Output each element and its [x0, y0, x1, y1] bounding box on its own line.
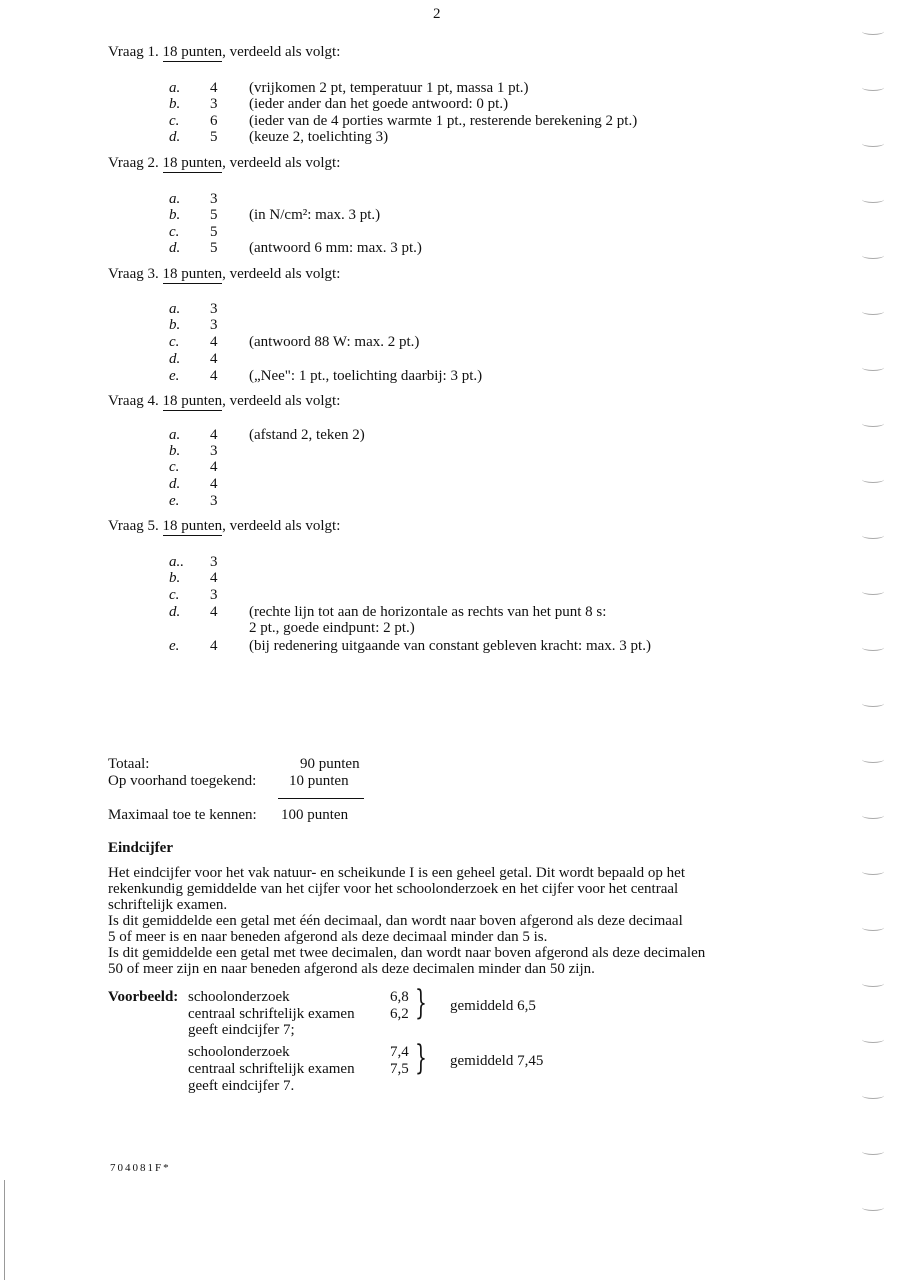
item-label: b. — [169, 317, 181, 333]
question-4-heading — [108, 393, 340, 409]
item-label: c. — [169, 459, 180, 475]
paragraph-line: 5 of meer is en naar beneden afgerond als deze decimaal minder dan 5 is. — [108, 929, 548, 945]
item-label: e. — [169, 493, 180, 509]
given-value: 10 punten — [289, 773, 349, 789]
margin-mark — [862, 420, 884, 427]
paragraph-line: Is dit gemiddelde een getal met één decimaal, dan wordt naar boven afgerond als deze decimaal — [108, 913, 683, 929]
margin-mark — [862, 644, 884, 651]
example-1-school: schoolonderzoek — [188, 989, 290, 1005]
margin-mark — [862, 980, 884, 987]
item-note: (antwoord 6 mm: max. 3 pt.) — [249, 240, 422, 256]
item-points: 3 — [210, 443, 218, 459]
margin-mark — [862, 28, 884, 35]
margin-mark — [862, 140, 884, 147]
margin-mark — [862, 196, 884, 203]
example-2-central: centraal schriftelijk examen — [188, 1061, 355, 1077]
page-number: 2 — [433, 6, 441, 22]
sum-rule — [278, 798, 364, 799]
margin-mark — [862, 756, 884, 763]
item-points: 3 — [210, 587, 218, 603]
example-2-school-value: 7,4 — [390, 1044, 409, 1060]
max-value: 100 punten — [281, 807, 349, 823]
item-points: 5 — [210, 224, 218, 240]
total-label: Totaal: — [108, 756, 150, 772]
item-label: b. — [169, 207, 181, 223]
item-points: 3 — [210, 301, 218, 317]
item-label: a. — [169, 427, 181, 443]
item-note: (ieder ander dan het goede antwoord: 0 pt.) — [249, 96, 509, 112]
item-label: e. — [169, 638, 180, 654]
question-title: Vraag 1. — [108, 44, 159, 60]
question-rest: , verdeeld als volgt: — [222, 266, 341, 282]
item-points: 3 — [210, 554, 218, 570]
item-points: 3 — [210, 96, 218, 112]
document-code: 704081F* — [110, 1162, 171, 1174]
item-points: 4 — [210, 351, 218, 367]
margin-mark — [862, 364, 884, 371]
paragraph-line: rekenkundig gemiddelde van het cijfer voor het schoolonderzoek en het cijfer voor het centraal — [108, 881, 679, 897]
item-label: d. — [169, 351, 181, 367]
item-points: 4 — [210, 459, 218, 475]
example-2-brace: } — [415, 1038, 427, 1078]
question-5-heading — [108, 518, 340, 534]
question-points: 18 punten — [162, 266, 223, 282]
item-note: (antwoord 88 W: max. 2 pt.) — [249, 334, 420, 350]
item-points: 3 — [210, 317, 218, 333]
item-note: (vrijkomen 2 pt, temperatuur 1 pt, massa 1 pt.) — [249, 80, 529, 96]
question-rest: , verdeeld als volgt: — [222, 155, 341, 171]
item-label: b. — [169, 96, 181, 112]
example-2-average: gemiddeld 7,45 — [450, 1053, 544, 1069]
item-label: b. — [169, 443, 181, 459]
margin-mark — [862, 588, 884, 595]
margin-mark — [862, 308, 884, 315]
voorbeeld-label: Voorbeeld: — [108, 989, 179, 1005]
item-label: a. — [169, 301, 181, 317]
question-1-heading — [108, 44, 340, 60]
binding-edge-line — [4, 1180, 5, 1280]
margin-mark — [862, 84, 884, 91]
margin-mark — [862, 1204, 884, 1211]
item-label: c. — [169, 113, 180, 129]
example-1-school-value: 6,8 — [390, 989, 409, 1005]
item-label: a.. — [169, 554, 184, 570]
item-points: 4 — [210, 604, 218, 620]
item-note: (rechte lijn tot aan de horizontale as rechts van het punt 8 s: — [249, 604, 607, 620]
margin-mark — [862, 700, 884, 707]
question-points: 18 punten — [162, 393, 223, 409]
margin-mark — [862, 1092, 884, 1099]
item-label: d. — [169, 240, 181, 256]
item-label: a. — [169, 191, 181, 207]
example-2-central-value: 7,5 — [390, 1061, 409, 1077]
item-points: 4 — [210, 570, 218, 586]
example-2-result: geeft eindcijfer 7. — [188, 1078, 295, 1094]
question-title: Vraag 3. — [108, 266, 159, 282]
item-label: d. — [169, 129, 181, 145]
question-title: Vraag 2. — [108, 155, 159, 171]
item-label: d. — [169, 476, 181, 492]
item-note: (ieder van de 4 porties warmte 1 pt., resterende berekening 2 pt.) — [249, 113, 638, 129]
example-2-school: schoolonderzoek — [188, 1044, 290, 1060]
item-points: 6 — [210, 113, 218, 129]
item-points: 3 — [210, 493, 218, 509]
paragraph-line: 50 of meer zijn en naar beneden afgerond als deze decimalen minder dan 50 zijn. — [108, 961, 595, 977]
total-value: 90 punten — [300, 756, 360, 772]
item-points: 4 — [210, 334, 218, 350]
item-points: 4 — [210, 476, 218, 492]
item-note: (bij redenering uitgaande van constant gebleven kracht: max. 3 pt.) — [249, 638, 651, 654]
margin-mark — [862, 1036, 884, 1043]
paragraph-line: Is dit gemiddelde een getal met twee decimalen, dan wordt naar boven afgerond als deze decimalen — [108, 945, 706, 961]
item-note: 2 pt., goede eindpunt: 2 pt.) — [249, 620, 415, 636]
item-label: c. — [169, 587, 180, 603]
question-points: 18 punten — [162, 155, 223, 171]
item-label: b. — [169, 570, 181, 586]
example-1-result: geeft eindcijfer 7; — [188, 1022, 295, 1038]
question-points: 18 punten — [162, 518, 223, 534]
example-1-average: gemiddeld 6,5 — [450, 998, 536, 1014]
question-rest: , verdeeld als volgt: — [222, 393, 341, 409]
paragraph-line: schriftelijk examen. — [108, 897, 228, 913]
eindcijfer-heading: Eindcijfer — [108, 840, 173, 856]
max-label: Maximaal toe te kennen: — [108, 807, 257, 823]
item-note: (in N/cm²: max. 3 pt.) — [249, 207, 381, 223]
item-points: 4 — [210, 638, 218, 654]
example-1-brace: } — [415, 983, 427, 1023]
question-rest: , verdeeld als volgt: — [222, 518, 341, 534]
item-points: 5 — [210, 207, 218, 223]
given-label: Op voorhand toegekend: — [108, 773, 257, 789]
margin-mark — [862, 1148, 884, 1155]
item-points: 5 — [210, 129, 218, 145]
question-2-heading — [108, 155, 340, 171]
item-points: 4 — [210, 368, 218, 384]
question-title: Vraag 5. — [108, 518, 159, 534]
question-rest: , verdeeld als volgt: — [222, 44, 341, 60]
item-label: a. — [169, 80, 181, 96]
question-title: Vraag 4. — [108, 393, 159, 409]
question-3-heading — [108, 266, 340, 282]
margin-mark — [862, 252, 884, 259]
item-points: 4 — [210, 427, 218, 443]
item-label: c. — [169, 334, 180, 350]
example-1-central: centraal schriftelijk examen — [188, 1006, 355, 1022]
question-points: 18 punten — [162, 44, 223, 60]
margin-mark — [862, 868, 884, 875]
item-note: (afstand 2, teken 2) — [249, 427, 365, 443]
item-points: 4 — [210, 80, 218, 96]
item-label: e. — [169, 368, 180, 384]
item-note: (keuze 2, toelichting 3) — [249, 129, 389, 145]
margin-mark — [862, 532, 884, 539]
item-label: d. — [169, 604, 181, 620]
margin-mark — [862, 924, 884, 931]
margin-mark — [862, 812, 884, 819]
item-points: 3 — [210, 191, 218, 207]
item-label: c. — [169, 224, 180, 240]
example-1-central-value: 6,2 — [390, 1006, 409, 1022]
item-note: („Nee": 1 pt., toelichting daarbij: 3 pt.) — [249, 368, 483, 384]
item-points: 5 — [210, 240, 218, 256]
margin-mark — [862, 476, 884, 483]
paragraph-line: Het eindcijfer voor het vak natuur- en scheikunde I is een geheel getal. Dit wordt bepaald op het — [108, 865, 685, 881]
eindcijfer-paragraph — [108, 865, 788, 977]
